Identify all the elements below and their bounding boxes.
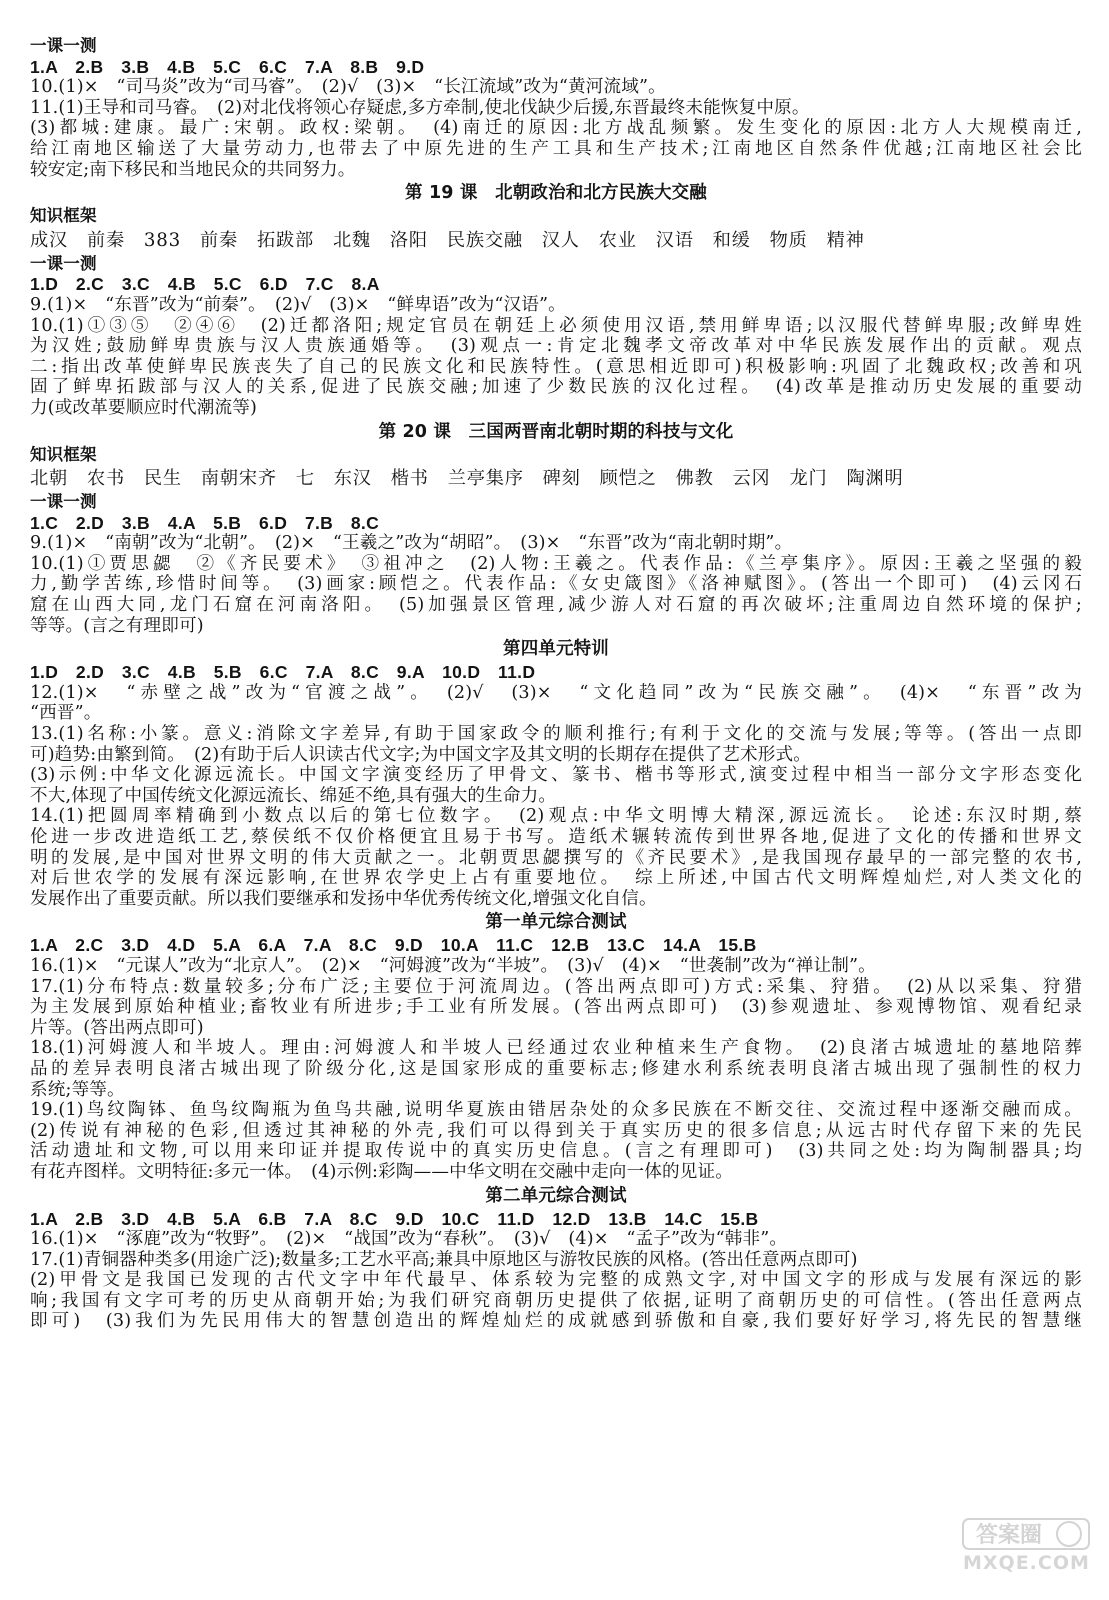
answer-line: 17.(1)分布特点:数量较多;分布广泛;主要位于河流周边。(答出两点即可)方式:采集、狩猎。 (2)从以采集、狩猎 bbox=[30, 976, 1082, 997]
answer-line: 系统;等等。 bbox=[30, 1079, 125, 1100]
answer-line: 16.(1)× “元谋人”改为“北京人”。 (2)× “河姆渡”改为“半坡”。 (3)√ (4)× “世袭制”改为“禅让制”。 bbox=[30, 955, 876, 976]
watermark bbox=[961, 1516, 1091, 1578]
lesson-title: 第一单元综合测试 bbox=[485, 912, 627, 933]
answer-line: 19.(1)鸟纹陶钵、鱼鸟纹陶瓶为鱼鸟共融,说明华夏族由错居杂处的众多民族在不断交往、交流过程中逐渐交融而成。 bbox=[30, 1100, 1082, 1121]
answer-line: 对后世农学的发展有深远影响,在世界农学史上占有重要地位。 综上所述,中国古代文明辉煌灿烂,对人类文化的 bbox=[30, 868, 1082, 889]
answer-line: 品的差异表明良渚古城出现了阶级分化,这是国家形成的重要标志;修建水利系统表明良渚古城出现了强制性的权力 bbox=[30, 1058, 1082, 1079]
lesson-title: 第四单元特训 bbox=[503, 639, 609, 660]
watermark-logo-icon bbox=[961, 1516, 1091, 1552]
answer-line: (3)都城:建康。最广:宋朝。政权:梁朝。 (4)南迁的原因:北方战乱频繁。发生变化的原因:北方人大规模南迁, bbox=[30, 118, 1082, 139]
answer-line: 活动遗址和文物,可以用来印证并提取传说中的真实历史信息。(言之有理即可) (3)共同之处:均为陶制器具;均 bbox=[30, 1141, 1082, 1162]
answer-line: 9.(1)× “东晋”改为“前秦”。 (2)√ (3)× “鲜卑语”改为“汉语”。 bbox=[30, 294, 566, 315]
answer-line: 二:指出改革使鲜卑民族丧失了自己的民族文化和民族特性。(意思相近即可)积极影响:巩固了北魏政权;改善和巩 bbox=[30, 356, 1082, 377]
answer-line: 即可) (3)我们为先民用伟大的智慧创造出的辉煌灿烂的成就感到骄傲和自豪,我们要好好学习,将先民的智慧继 bbox=[30, 1311, 1082, 1332]
keywords-line: 北朝 农书 民生 南朝宋齐 七 东汉 楷书 兰亭集序 碑刻 顾恺之 佛教 云冈 龙门 陶渊明 bbox=[30, 468, 904, 490]
answer-line: “西晋”。 bbox=[30, 703, 102, 724]
answer-line: 18.(1)河姆渡人和半坡人。理由:河姆渡人和半坡人已经通过农业种植来生产食物。 (2)良渚古城遗址的墓地陪葬 bbox=[30, 1038, 1082, 1059]
answer-line: 16.(1)× “涿鹿”改为“牧野”。 (2)× “战国”改为“春秋”。 (3)√ (4)× “孟子”改为“韩非”。 bbox=[30, 1229, 788, 1250]
watermark-text: MXQE.COM bbox=[963, 1552, 1090, 1574]
choice-answers-line: 1.D 2.C 3.C 4.B 5.C 6.D 7.C 8.A bbox=[30, 274, 380, 295]
answer-line: 有花卉图样。文明特征:多元一体。 (4)示例:彩陶——中华文明在交融中走向一体的见证。 bbox=[30, 1161, 733, 1182]
lesson-title: 第 20 课 三国两晋南北朝时期的科技与文化 bbox=[378, 421, 734, 442]
answer-line: 可)趋势:由繁到简。 (2)有助于后人识读古代文字;为中国文字及其文明的长期存在提供了艺术形式。 bbox=[30, 744, 811, 765]
lesson-title: 第二单元综合测试 bbox=[485, 1185, 627, 1206]
answer-line: 明的发展,是中国对世界文明的伟大贡献之一。北朝贾思勰撰写的《齐民要术》,是我国现存最早的一部完整的农书, bbox=[30, 847, 1082, 868]
answer-line: 9.(1)× “南朝”改为“北朝”。 (2)× “王羲之”改为“胡昭”。 (3)× “东晋”改为“南北朝时期”。 bbox=[30, 533, 793, 554]
answer-line: 11.(1)王导和司马睿。 (2)对北伐将领心存疑虑,多方牵制,使北伐缺少后援,东晋最终未能恢复中原。 bbox=[30, 97, 810, 118]
section-subheading: 知识框架 bbox=[30, 444, 97, 464]
answer-line: 不大,体现了中国传统文化源远流长、绵延不绝,具有强大的生命力。 bbox=[30, 785, 557, 806]
lesson-title: 第 19 课 北朝政治和北方民族大交融 bbox=[405, 183, 707, 204]
choice-answers-line: 1.A 2.B 3.B 4.B 5.C 6.C 7.A 8.B 9.D bbox=[30, 56, 425, 77]
answer-line: 13.(1)名称:小篆。意义:消除文字差异,有助于国家政令的顺利推行;有利于文化的交流与发展;等等。(答出一点即 bbox=[30, 724, 1082, 745]
answer-line: 响;我国有文字可考的历史从商朝开始;为我们研究商朝历史提供了依据,证明了商朝历史的可信性。(答出任意两点 bbox=[30, 1290, 1082, 1311]
keywords-line: 成汉 前秦 383 前秦 拓跋部 北魏 洛阳 民族交融 汉人 农业 汉语 和缓 物质 精神 bbox=[30, 229, 865, 251]
choice-answers-line: 1.C 2.D 3.B 4.A 5.B 6.D 7.B 8.C bbox=[30, 512, 380, 533]
answer-line: 为主发展到原始种植业;畜牧业有所进步;手工业有所发展。(答出两点即可) (3)参观遗址、参观博物馆、观看纪录 bbox=[30, 997, 1082, 1018]
answer-line: 10.(1)①贾思勰 ②《齐民要术》 ③祖冲之 (2)人物:王羲之。代表作品:《兰亭集序》。原因:王羲之坚强的毅 bbox=[30, 553, 1082, 574]
choice-answers-line: 1.D 2.D 3.C 4.B 5.B 6.C 7.A 8.C 9.A 10.D 11.D bbox=[30, 662, 536, 683]
answer-line: 为汉姓;鼓励鲜卑贵族与汉人贵族通婚等。 (3)观点一:肯定北魏孝文帝改革对中华民族发展作出的贡献。观点 bbox=[30, 336, 1082, 357]
answer-line: 给江南地区输送了大量劳动力,也带去了中原先进的生产工具和生产技术;江南地区自然条件优越;江南地区社会比 bbox=[30, 138, 1082, 159]
answer-line: 较安定;南下移民和当地民众的共同努力。 bbox=[30, 159, 356, 180]
answer-line: (2)甲骨文是我国已发现的古代文字中年代最早、体系较为完整的成熟文字,对中国文字的形成与发展有深远的影 bbox=[30, 1270, 1082, 1291]
answer-line: 窟在山西大同,龙门石窟在河南洛阳。 (5)加强景区管理,减少游人对石窟的再次破坏;注重周边自然环境的保护; bbox=[30, 595, 1082, 616]
answer-line: 发展作出了重要贡献。所以我们要继承和发扬中华优秀传统文化,增强文化自信。 bbox=[30, 888, 657, 909]
section-subheading: 知识框架 bbox=[30, 206, 97, 226]
answer-line: 10.(1)× “司马炎”改为“司马睿”。 (2)√ (3)× “长江流域”改为“黄河流域”。 bbox=[30, 77, 666, 98]
answer-line: 力(或改革要顺应时代潮流等) bbox=[30, 397, 257, 418]
answer-line: 固了鲜卑拓跋部与汉人的关系,促进了民族交融;加速了少数民族的汉化过程。 (4)改革是推动历史发展的重要动 bbox=[30, 377, 1082, 398]
answer-line: (2)传说有神秘的色彩,但透过其神秘的外壳,我们可以得到关于真实历史的很多信息;从远古时代存留下来的先民 bbox=[30, 1120, 1082, 1141]
watermark-logo-text: 答案圈 bbox=[975, 1523, 1043, 1548]
answer-line: 17.(1)青铜器种类多(用途广泛);数量多;工艺水平高;兼具中原地区与游牧民族的风格。(答出任意两点即可) bbox=[30, 1249, 858, 1270]
answer-line: 片等。(答出两点即可) bbox=[30, 1017, 204, 1038]
section-subheading: 一课一测 bbox=[30, 36, 97, 55]
answer-line: 伦进一步改进造纸工艺,蔡侯纸不仅价格便宜且易于书写。造纸术辗转流传到世界各地,促进了文化的传播和世界文 bbox=[30, 827, 1082, 847]
answer-line: (3)示例:中华文化源远流长。中国文字演变经历了甲骨文、篆书、楷书等形式,演变过程中相当一部分文字形态变化 bbox=[30, 765, 1082, 786]
choice-answers-line: 1.A 2.B 3.D 4.B 5.A 6.B 7.A 8.C 9.D 10.C 11.D 12.D 13.B 14.C 15.B bbox=[30, 1208, 759, 1229]
section-subheading: 一课一测 bbox=[30, 253, 97, 273]
section-subheading: 一课一测 bbox=[30, 492, 97, 512]
answer-line: 12.(1)× “赤壁之战”改为“官渡之战”。 (2)√ (3)× “文化趋同”改为“民族交融”。 (4)× “东晋”改为 bbox=[30, 682, 1082, 703]
answer-line: 14.(1)把圆周率精确到小数点以后的第七位数字。 (2)观点:中华文明博大精深,源远流长。 论述:东汉时期,蔡 bbox=[30, 806, 1082, 827]
answer-line: 等等。(言之有理即可) bbox=[30, 615, 204, 636]
choice-answers-line: 1.A 2.C 3.D 4.D 5.A 6.A 7.A 8.C 9.D 10.A 11.C 12.B 13.C 14.A 15.B bbox=[30, 935, 757, 956]
answer-line: 力,勤学苦练,珍惜时间等。 (3)画家:顾恺之。代表作品:《女史箴图》《洛神赋图》。(答出一个即可) (4)云冈石 bbox=[30, 574, 1082, 595]
answer-line: 10.(1)①③⑤ ②④⑥ (2)迁都洛阳;规定官员在朝廷上必须使用汉语,禁用鲜卑语;以汉服代替鲜卑服;改鲜卑姓 bbox=[30, 315, 1082, 336]
answer-key-body bbox=[30, 36, 1082, 1332]
